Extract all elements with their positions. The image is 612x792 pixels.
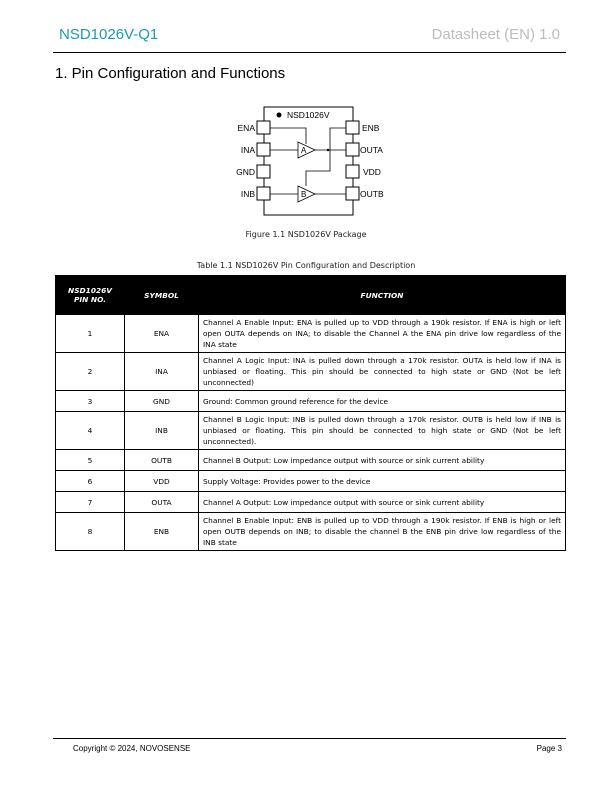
pin-label-outa: OUTA bbox=[360, 145, 383, 155]
pin-label-gnd: GND bbox=[236, 167, 255, 177]
pin-function: Channel A Output: Low impedance output with source or sink current ability bbox=[199, 492, 566, 513]
table-row bbox=[56, 353, 566, 391]
pin-symbol: ENB bbox=[125, 513, 199, 551]
pin-number: 5 bbox=[56, 450, 125, 471]
amp-a-label: A bbox=[301, 146, 307, 155]
pin-function: Channel A Logic Input: INA is pulled down through a 170k resistor. OUTA is held low if INA is unbiased or floating. This pin should be connected to high state or GND (Not be left unconnected) bbox=[199, 353, 566, 391]
pin-number: 1 bbox=[56, 315, 125, 353]
pin-function: Supply Voltage: Provides power to the device bbox=[199, 471, 566, 492]
table-row bbox=[56, 450, 566, 471]
pin-label-ina: INA bbox=[240, 145, 255, 155]
pin-number: 8 bbox=[56, 513, 125, 551]
pin-number: 2 bbox=[56, 353, 125, 391]
table-row bbox=[56, 471, 566, 492]
pin-label-enb: ENB bbox=[362, 123, 380, 133]
col-header-function: FUNCTION bbox=[199, 276, 566, 315]
pin-number: 3 bbox=[56, 391, 125, 412]
col-header-pin: NSD1026V PIN NO. bbox=[56, 276, 125, 315]
table-row bbox=[56, 391, 566, 412]
pin-symbol: INA bbox=[125, 353, 199, 391]
pin-label-vdd: VDD bbox=[363, 167, 381, 177]
table-row bbox=[56, 315, 566, 353]
col-header-symbol: SYMBOL bbox=[125, 276, 199, 315]
pin-symbol: ENA bbox=[125, 315, 199, 353]
table-row bbox=[56, 492, 566, 513]
table-row bbox=[56, 412, 566, 450]
footer-page-number: Page 3 bbox=[536, 744, 562, 753]
pin-symbol: OUTA bbox=[125, 492, 199, 513]
header-product-name: NSD1026V-Q1 bbox=[59, 26, 159, 43]
pin-symbol: INB bbox=[125, 412, 199, 450]
pin1-dot-icon bbox=[277, 113, 282, 118]
pin-table bbox=[55, 275, 566, 551]
pin-symbol: OUTB bbox=[125, 450, 199, 471]
chip-label: NSD1026V bbox=[287, 110, 330, 120]
table-row bbox=[56, 513, 566, 551]
pin-function: Channel A Enable Input: ENA is pulled up to VDD through a 190k resistor. If ENA is high or left open OUTA depends on INA; to disable the Channel A the ENA pin drive low regardless of the INA state bbox=[199, 315, 566, 353]
footer-divider bbox=[53, 738, 566, 739]
pin-number: 7 bbox=[56, 492, 125, 513]
header-doc-version: Datasheet (EN) 1.0 bbox=[431, 26, 560, 43]
pin-diagram bbox=[0, 0, 612, 240]
pin-label-inb: INB bbox=[240, 189, 255, 199]
pin-symbol: GND bbox=[125, 391, 199, 412]
pin-symbol: VDD bbox=[125, 471, 199, 492]
pin-label-outb: OUTB bbox=[360, 189, 384, 199]
pin-function: Ground: Common ground reference for the device bbox=[199, 391, 566, 412]
pin-function: Channel B Output: Low impedance output with source or sink current ability bbox=[199, 450, 566, 471]
pin-number: 6 bbox=[56, 471, 125, 492]
pin-label-ena: ENA bbox=[237, 123, 255, 133]
footer-copyright: Copyright © 2024, NOVOSENSE bbox=[73, 744, 191, 753]
figure-caption: Figure 1.1 NSD1026V Package bbox=[245, 230, 367, 239]
pin-function: Channel B Enable Input: ENB is pulled up to VDD through a 190k resistor. If ENB is high or left open OUTB depends on INB; to disable the channel B the ENB pin drive low regardless of the INB state bbox=[199, 513, 566, 551]
section-title: 1. Pin Configuration and Functions bbox=[55, 65, 286, 82]
pin-function: Channel B Logic Input: INB is pulled down through a 170k resistor. OUTB is held low if INB is unbiased or floating. This pin should be connected to high state or GND (Not be left unconnected). bbox=[199, 412, 566, 450]
pin-number: 4 bbox=[56, 412, 125, 450]
table-caption: Table 1.1 NSD1026V Pin Configuration and Description bbox=[196, 261, 416, 270]
amp-b-label: B bbox=[301, 190, 307, 199]
